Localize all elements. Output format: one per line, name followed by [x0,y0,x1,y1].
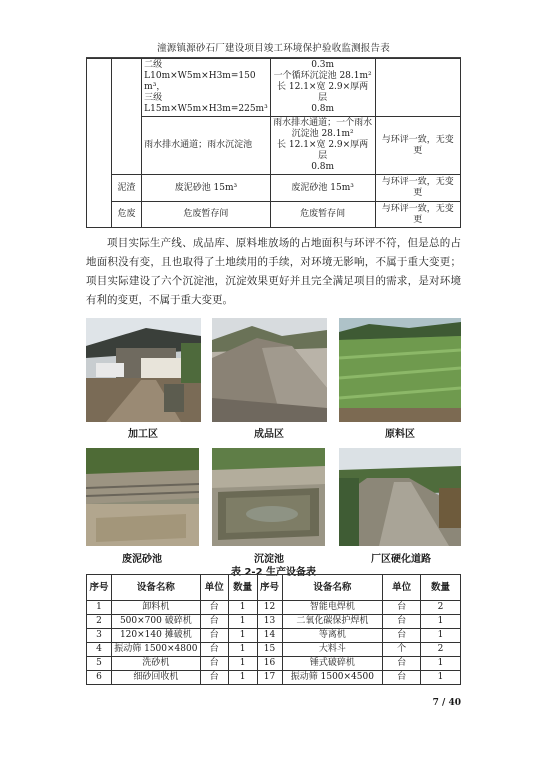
table-cell: 2 [421,601,461,615]
table-caption: 表 2-2 生产设备表 [230,567,317,578]
table-cell: 1 [228,601,257,615]
photo-caption: 废泥砂池 [122,554,162,565]
actual-cell: 废泥砂池 15m³ [270,175,375,202]
photo-caption: 厂区硬化道路 [371,554,431,565]
table-cell: 二氧化碳保护焊机 [282,615,383,629]
category-cell: 泥渣 [111,175,141,202]
column-header: 数量 [421,575,461,601]
actual-cell: 雨水排水通道；一个雨水沉淀池 28.1m² 长 12.1×宽 2.9×厚两层 0.8m [270,117,375,175]
photo-sedimentation-tank [212,448,325,546]
conclusion-cell [375,59,460,117]
table-cell: 台 [200,601,228,615]
table-cell: 15 [257,643,282,657]
column-header: 单位 [200,575,228,601]
table-cell: 台 [383,629,421,643]
page-number: 7 / 40 [432,698,461,708]
photo-raw-material-area [339,318,461,422]
column-header: 数量 [228,575,257,601]
table-cell: 台 [200,657,228,671]
table-cell: 1 [228,671,257,685]
category-cell [111,59,141,175]
equipment-table [86,574,461,685]
design-cell: 危废暂存间 [142,202,271,228]
design-cell: 二级 L10m×W5m×H3m=150 m³， 三级 L15m×W5m×H3m=225m³ [142,59,271,117]
actual-cell: 危废暂存间 [270,202,375,228]
photo-caption: 成品区 [254,429,284,440]
table-cell: 1 [228,615,257,629]
photo-caption: 沉淀池 [254,554,284,565]
table-row [87,629,461,643]
table-cell: 1 [421,657,461,671]
table-cell: 台 [383,657,421,671]
conclusion-cell: 与环评一致，无变更 [375,175,460,202]
table-cell: 13 [257,615,282,629]
table-cell: 1 [421,615,461,629]
environmental-measures-table [86,58,461,228]
table-row [87,601,461,615]
table-cell: 1 [228,643,257,657]
table-cell: 1 [421,671,461,685]
table-cell: 台 [383,601,421,615]
table-cell: 细砂回收机 [111,671,200,685]
table-cell: 振动筛 1500×4800 [111,643,200,657]
table-row [87,657,461,671]
table-cell: 6 [87,671,112,685]
column-header: 序号 [257,575,282,601]
conclusion-cell: 与环评一致，无变更 [375,202,460,228]
column-header: 设备名称 [282,575,383,601]
table-cell: 5 [87,657,112,671]
photo-waste-mud-pond [86,448,199,546]
actual-cell: 0.3m 一个循环沉淀池 28.1m² 长 12.1×宽 2.9×厚两层 0.8m [270,59,375,117]
table-row [87,117,461,175]
table-cell: 智能电焊机 [282,601,383,615]
table-cell: 12 [257,601,282,615]
table-cell: 洗砂机 [111,657,200,671]
table-cell: 4 [87,643,112,657]
design-cell: 废泥砂池 15m³ [142,175,271,202]
table-header-row [87,575,461,601]
table-row [87,59,461,117]
table-row [87,175,461,202]
table-cell: 台 [200,615,228,629]
table-cell: 17 [257,671,282,685]
column-header: 设备名称 [111,575,200,601]
table-cell: 锤式破碎机 [282,657,383,671]
photo-caption: 加工区 [128,429,158,440]
photo-hardened-road [339,448,461,546]
table-row [87,643,461,657]
table-cell: 120×140 摊破机 [111,629,200,643]
table-cell: 2 [421,643,461,657]
table-cell: 1 [87,601,112,615]
table-cell: 3 [87,629,112,643]
table-cell: 等离机 [282,629,383,643]
column-header: 单位 [383,575,421,601]
body-paragraph: 项目实际生产线、成品库、原料堆放场的占地面积与环评不符，但是总的占地面积没有变，且也取得了土地续用的手续，对环境无影响，不属于重大变更；项目实际建设了六个沉淀池，沉淀效果更好并且完全满足项目的需求，是对环境有利的变更，不属于重大变更。 [86,237,461,306]
table-cell: 16 [257,657,282,671]
table-row [87,671,461,685]
table-cell: 台 [200,671,228,685]
report-header: 潼源镇源砂石厂建设项目竣工环境保护验收监测报告表 [86,40,461,58]
category-cell: 危废 [111,202,141,228]
table-cell: 1 [421,629,461,643]
table-cell: 台 [383,615,421,629]
table-row [87,615,461,629]
table-cell: 台 [200,629,228,643]
merged-category-cell [87,59,112,228]
table-cell: 台 [383,671,421,685]
table-cell: 500×700 破碎机 [111,615,200,629]
photo-processing-area [86,318,201,422]
table-cell: 2 [87,615,112,629]
table-cell: 台 [200,643,228,657]
photo-caption: 原料区 [385,429,415,440]
table-cell: 个 [383,643,421,657]
table-cell: 14 [257,629,282,643]
table-cell: 1 [228,657,257,671]
design-cell: 雨水排水通道；雨水沉淀池 [142,117,271,175]
table-row [87,202,461,228]
table-cell: 1 [228,629,257,643]
photo-product-area [212,318,327,422]
table-cell: 卸料机 [111,601,200,615]
table-cell: 大料斗 [282,643,383,657]
column-header: 序号 [87,575,112,601]
conclusion-cell: 与环评一致，无变更 [375,117,460,175]
table-cell: 振动筛 1500×4500 [282,671,383,685]
